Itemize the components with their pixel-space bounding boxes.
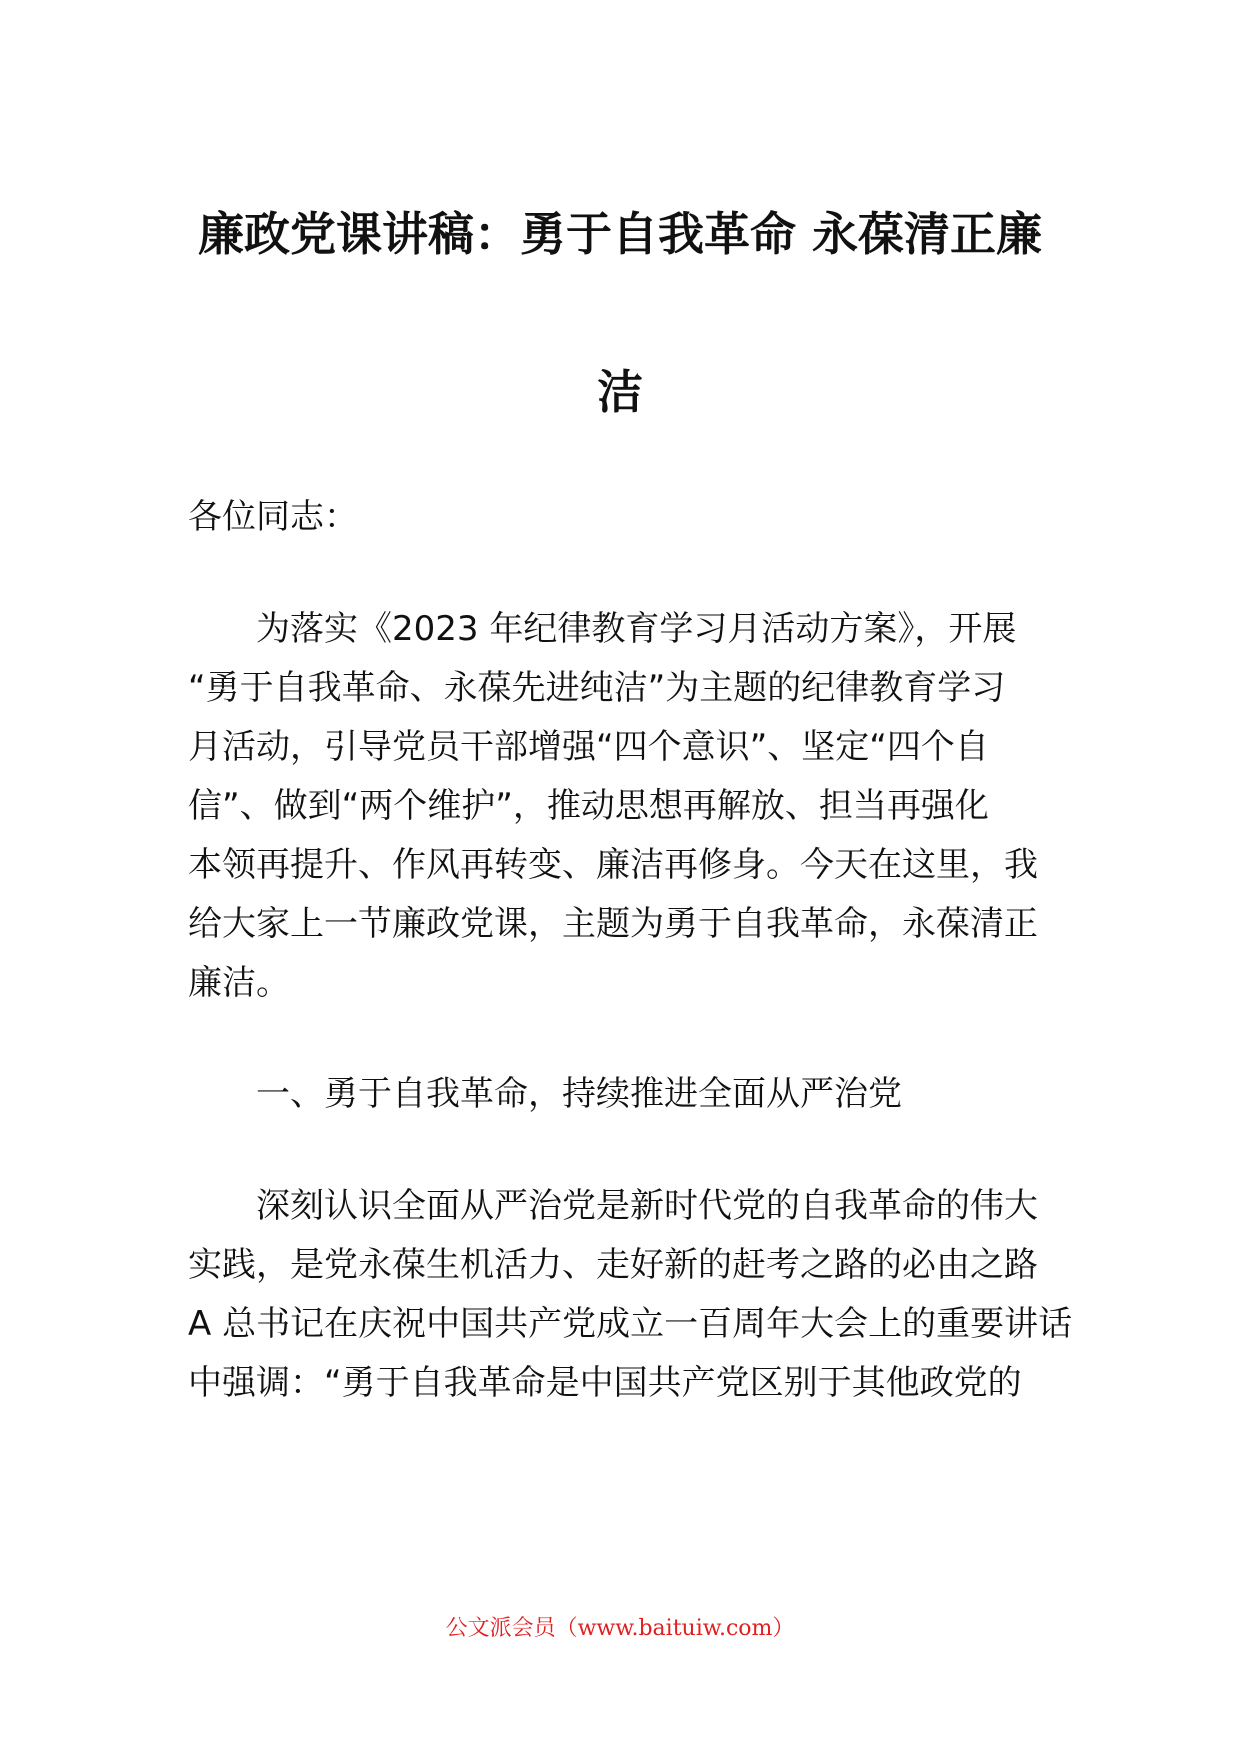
paragraph-2-line-4: 中强调：“勇于自我革命是中国共产党区别于其他政党的 <box>188 1363 1022 1403</box>
paragraph-1-line-4: 信”、做到“两个维护”，推动思想再解放、担当再强化 <box>188 786 989 826</box>
paragraph-1-line-6: 给大家上一节廉政党课，主题为勇于自我革命，永葆清正 <box>188 904 1038 944</box>
paragraph-1-line-2: “勇于自我革命、永葆先进纯洁”为主题的纪律教育学习 <box>188 668 1006 708</box>
document-title-line-2: 洁 <box>597 365 643 419</box>
section-heading-1: 一、勇于自我革命，持续推进全面从严治党 <box>256 1074 902 1114</box>
paragraph-2-line-1: 深刻认识全面从严治党是新时代党的自我革命的伟大 <box>256 1186 1038 1226</box>
footer-watermark: 公文派会员（www.baituiw.com） <box>445 1616 795 1641</box>
paragraph-2-line-2: 实践，是党永葆生机活力、走好新的赶考之路的必由之路 <box>188 1245 1038 1285</box>
paragraph-2-line-3: A 总书记在庆祝中国共产党成立一百周年大会上的重要讲话 <box>188 1304 1073 1344</box>
paragraph-1-line-5: 本领再提升、作风再转变、廉洁再修身。今天在这里，我 <box>188 845 1038 885</box>
document-title-line-1: 廉政党课讲稿：勇于自我革命 永葆清正廉 <box>197 207 1042 261</box>
paragraph-1-line-1: 为落实《2023 年纪律教育学习月活动方案》，开展 <box>256 609 1017 649</box>
salutation: 各位同志： <box>188 497 358 537</box>
paragraph-1-line-7: 廉洁。 <box>188 963 290 1003</box>
paragraph-1-line-3: 月活动，引导党员干部增强“四个意识”、坚定“四个自 <box>188 727 989 767</box>
